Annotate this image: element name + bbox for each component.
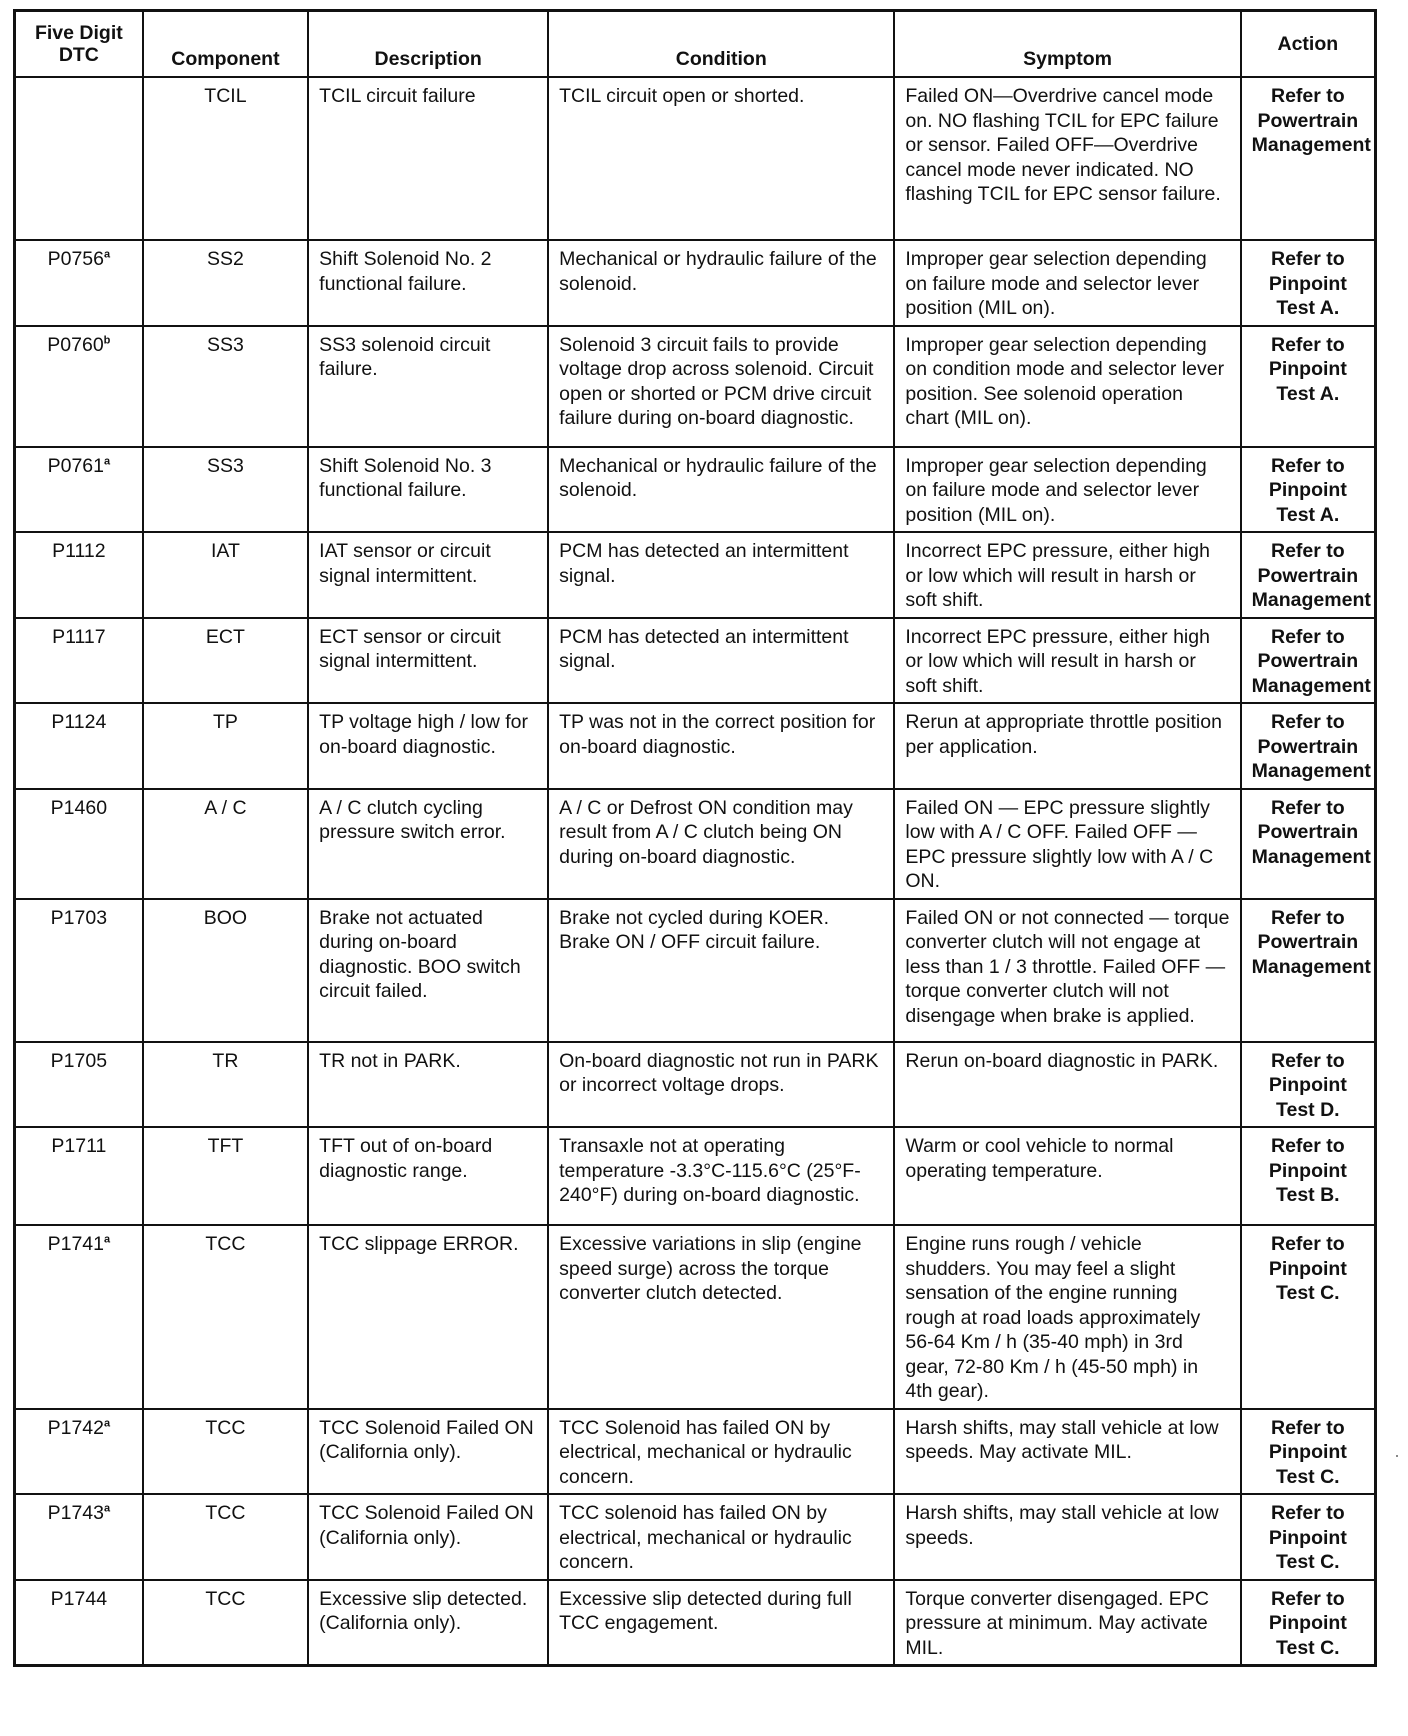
table-row <box>15 326 1376 447</box>
table-row <box>15 532 1376 618</box>
cell-component: TCC <box>143 1225 308 1409</box>
cell-action: Refer to Powertrain Management <box>1241 532 1376 618</box>
dtc-code: P1741 <box>47 1233 104 1255</box>
cell-symptom: Improper gear selection depending on condition mode and selector lever position. See solenoid operation chart (MIL on). <box>894 326 1240 447</box>
cell-component: TFT <box>143 1127 308 1225</box>
cell-description: Shift Solenoid No. 2 functional failure. <box>308 240 548 326</box>
footnote-marker: a <box>103 1417 111 1429</box>
cell-description: IAT sensor or circuit signal intermittent. <box>308 532 548 618</box>
cell-dtc <box>15 1409 143 1495</box>
cell-action: Refer to Powertrain Management <box>1241 703 1376 789</box>
cell-action: Refer to Pinpoint Test A. <box>1241 326 1376 447</box>
dtc-code: P1742 <box>47 1416 104 1439</box>
dtc-code: P0756 <box>47 248 104 270</box>
cell-dtc <box>15 1042 143 1128</box>
cell-symptom: Incorrect EPC pressure, either high or low which will result in harsh or soft shift. <box>894 618 1240 704</box>
cell-action: Refer to Powertrain Management <box>1241 618 1376 704</box>
cell-condition: TP was not in the correct position for on-board diagnostic. <box>548 703 894 789</box>
dtc-code: P1112 <box>52 540 106 562</box>
table-row <box>15 1494 1376 1580</box>
cell-condition: On-board diagnostic not run in PARK or incorrect voltage drops. <box>548 1042 894 1128</box>
header-symptom: Symptom <box>894 11 1240 78</box>
dtc-table <box>13 9 1377 1667</box>
table-row <box>15 789 1376 899</box>
cell-description: TCIL circuit failure <box>308 77 548 240</box>
cell-dtc <box>15 703 143 789</box>
header-action: Action <box>1241 11 1376 78</box>
cell-symptom: Failed ON—Overdrive cancel mode on. NO flashing TCIL for EPC failure or sensor. Failed OFF—Overdrive cancel mode never indicated. NO flashing TCIL for EPC sensor failure. <box>894 77 1240 240</box>
cell-component: IAT <box>143 532 308 618</box>
header-row <box>15 11 1376 78</box>
cell-component: TCC <box>143 1409 308 1495</box>
cell-component: TP <box>143 703 308 789</box>
cell-action: Refer to Powertrain Management <box>1241 899 1376 1042</box>
cell-component: SS2 <box>143 240 308 326</box>
dtc-code: P1743 <box>47 1502 104 1524</box>
table-row <box>15 77 1376 240</box>
scan-speck <box>1396 1455 1398 1457</box>
cell-component: A / C <box>143 789 308 899</box>
table-row <box>15 447 1376 533</box>
cell-component: SS3 <box>143 326 308 447</box>
cell-component: TCC <box>143 1580 308 1666</box>
cell-symptom: Harsh shifts, may stall vehicle at low speeds. <box>894 1494 1240 1580</box>
cell-description: TCC slippage ERROR. <box>308 1225 548 1409</box>
table-row <box>15 899 1376 1042</box>
cell-description: TFT out of on-board diagnostic range. <box>308 1127 548 1225</box>
table-row <box>15 240 1376 326</box>
cell-symptom: Rerun at appropriate throttle position per application. <box>894 703 1240 789</box>
cell-symptom: Incorrect EPC pressure, either high or low which will result in harsh or soft shift. <box>894 532 1240 618</box>
cell-component: TCIL <box>143 77 308 240</box>
dtc-code: P0760 <box>47 333 104 356</box>
cell-description: TCC Solenoid Failed ON (California only). <box>308 1494 548 1580</box>
cell-symptom: Failed ON or not connected — torque converter clutch will not engage at less than 1 / 3 throttle. Failed OFF — torque converter clutch will not disengage when brake is applied. <box>894 899 1240 1042</box>
cell-condition: TCC solenoid has failed ON by electrical, mechanical or hydraulic concern. <box>548 1494 894 1580</box>
cell-dtc <box>15 77 143 240</box>
cell-action: Refer to Pinpoint Test C. <box>1241 1225 1376 1409</box>
cell-description: TP voltage high / low for on-board diagnostic. <box>308 703 548 789</box>
footnote-marker: a <box>103 1502 111 1515</box>
footnote-marker: a <box>103 248 111 261</box>
cell-description: TR not in PARK. <box>308 1042 548 1128</box>
cell-condition: PCM has detected an intermittent signal. <box>548 618 894 704</box>
dtc-code: P1460 <box>50 796 108 819</box>
header-condition: Condition <box>548 11 894 78</box>
cell-symptom: Improper gear selection depending on failure mode and selector lever position (MIL on). <box>894 447 1240 533</box>
cell-condition: Excessive variations in slip (engine speed surge) across the torque converter clutch detected. <box>548 1225 894 1409</box>
cell-action: Refer to Pinpoint Test A. <box>1241 447 1376 533</box>
cell-symptom: Warm or cool vehicle to normal operating temperature. <box>894 1127 1240 1225</box>
cell-condition: Transaxle not at operating temperature -3.3°C-115.6°C (25°F-240°F) during on-board diagnostic. <box>548 1127 894 1225</box>
cell-description: Excessive slip detected. (California only). <box>308 1580 548 1666</box>
cell-action: Refer to Pinpoint Test C. <box>1241 1494 1376 1580</box>
cell-dtc <box>15 1127 143 1225</box>
footnote-marker: b <box>103 334 111 346</box>
cell-dtc <box>15 240 143 326</box>
dtc-code: P1711 <box>51 1135 107 1157</box>
cell-dtc <box>15 618 143 704</box>
cell-description: A / C clutch cycling pressure switch error. <box>308 789 548 899</box>
table-row <box>15 1580 1376 1666</box>
cell-dtc <box>15 1225 143 1409</box>
dtc-code: P1117 <box>52 625 106 648</box>
table-row <box>15 1127 1376 1225</box>
cell-symptom: Harsh shifts, may stall vehicle at low speeds. May activate MIL. <box>894 1409 1240 1495</box>
cell-component: TCC <box>143 1494 308 1580</box>
table-row <box>15 1409 1376 1495</box>
header-dtc: Five Digit DTC <box>15 11 143 78</box>
header-description: Description <box>308 11 548 78</box>
cell-symptom: Rerun on-board diagnostic in PARK. <box>894 1042 1240 1128</box>
cell-action: Refer to Pinpoint Test D. <box>1241 1042 1376 1128</box>
cell-description: ECT sensor or circuit signal intermittent. <box>308 618 548 704</box>
table-row <box>15 1042 1376 1128</box>
cell-component: SS3 <box>143 447 308 533</box>
dtc-code: P1703 <box>50 906 108 929</box>
cell-action: Refer to Pinpoint Test C. <box>1241 1409 1376 1495</box>
cell-component: BOO <box>143 899 308 1042</box>
dtc-code: P1705 <box>50 1049 108 1072</box>
cell-dtc <box>15 1494 143 1580</box>
cell-description: TCC Solenoid Failed ON (California only). <box>308 1409 548 1495</box>
table-row <box>15 703 1376 789</box>
cell-dtc <box>15 326 143 447</box>
cell-symptom: Failed ON — EPC pressure slightly low with A / C OFF. Failed OFF — EPC pressure slightly low with A / C ON. <box>894 789 1240 899</box>
cell-component: TR <box>143 1042 308 1128</box>
cell-condition: Mechanical or hydraulic failure of the solenoid. <box>548 240 894 326</box>
table-row <box>15 618 1376 704</box>
footnote-marker: a <box>103 1233 111 1246</box>
cell-action: Refer to Powertrain Management <box>1241 77 1376 240</box>
table-body <box>15 77 1376 1666</box>
cell-condition: TCC Solenoid has failed ON by electrical, mechanical or hydraulic concern. <box>548 1409 894 1495</box>
dtc-code: P1744 <box>50 1587 108 1610</box>
footnote-marker: a <box>103 455 111 467</box>
cell-dtc <box>15 789 143 899</box>
cell-dtc <box>15 447 143 533</box>
cell-description: SS3 solenoid circuit failure. <box>308 326 548 447</box>
cell-action: Refer to Pinpoint Test C. <box>1241 1580 1376 1666</box>
cell-description: Shift Solenoid No. 3 functional failure. <box>308 447 548 533</box>
cell-action: Refer to Pinpoint Test A. <box>1241 240 1376 326</box>
cell-condition: A / C or Defrost ON condition may result from A / C clutch being ON during on-board diagnostic. <box>548 789 894 899</box>
cell-action: Refer to Pinpoint Test B. <box>1241 1127 1376 1225</box>
cell-dtc <box>15 532 143 618</box>
cell-condition: Excessive slip detected during full TCC engagement. <box>548 1580 894 1666</box>
cell-symptom: Improper gear selection depending on failure mode and selector lever position (MIL on). <box>894 240 1240 326</box>
cell-action: Refer to Powertrain Management <box>1241 789 1376 899</box>
dtc-code: P0761 <box>47 454 104 477</box>
cell-symptom: Torque converter disengaged. EPC pressure at minimum. May activate MIL. <box>894 1580 1240 1666</box>
cell-condition: Mechanical or hydraulic failure of the solenoid. <box>548 447 894 533</box>
cell-dtc <box>15 1580 143 1666</box>
cell-condition: TCIL circuit open or shorted. <box>548 77 894 240</box>
cell-symptom: Engine runs rough / vehicle shudders. You may feel a slight sensation of the engine running rough at road loads approximately 56-64 Km / h (35-40 mph) in 3rd gear, 72-80 Km / h (45-50 mph) in 4th gear). <box>894 1225 1240 1409</box>
cell-dtc <box>15 899 143 1042</box>
table-row <box>15 1225 1376 1409</box>
cell-condition: PCM has detected an intermittent signal. <box>548 532 894 618</box>
cell-condition: Brake not cycled during KOER. Brake ON / OFF circuit failure. <box>548 899 894 1042</box>
header-component: Component <box>143 11 308 78</box>
cell-description: Brake not actuated during on-board diagnostic. BOO switch circuit failed. <box>308 899 548 1042</box>
cell-condition: Solenoid 3 circuit fails to provide voltage drop across solenoid. Circuit open or shorted or PCM drive circuit failure during on-board diagnostic. <box>548 326 894 447</box>
dtc-code: P1124 <box>51 711 107 733</box>
cell-component: ECT <box>143 618 308 704</box>
